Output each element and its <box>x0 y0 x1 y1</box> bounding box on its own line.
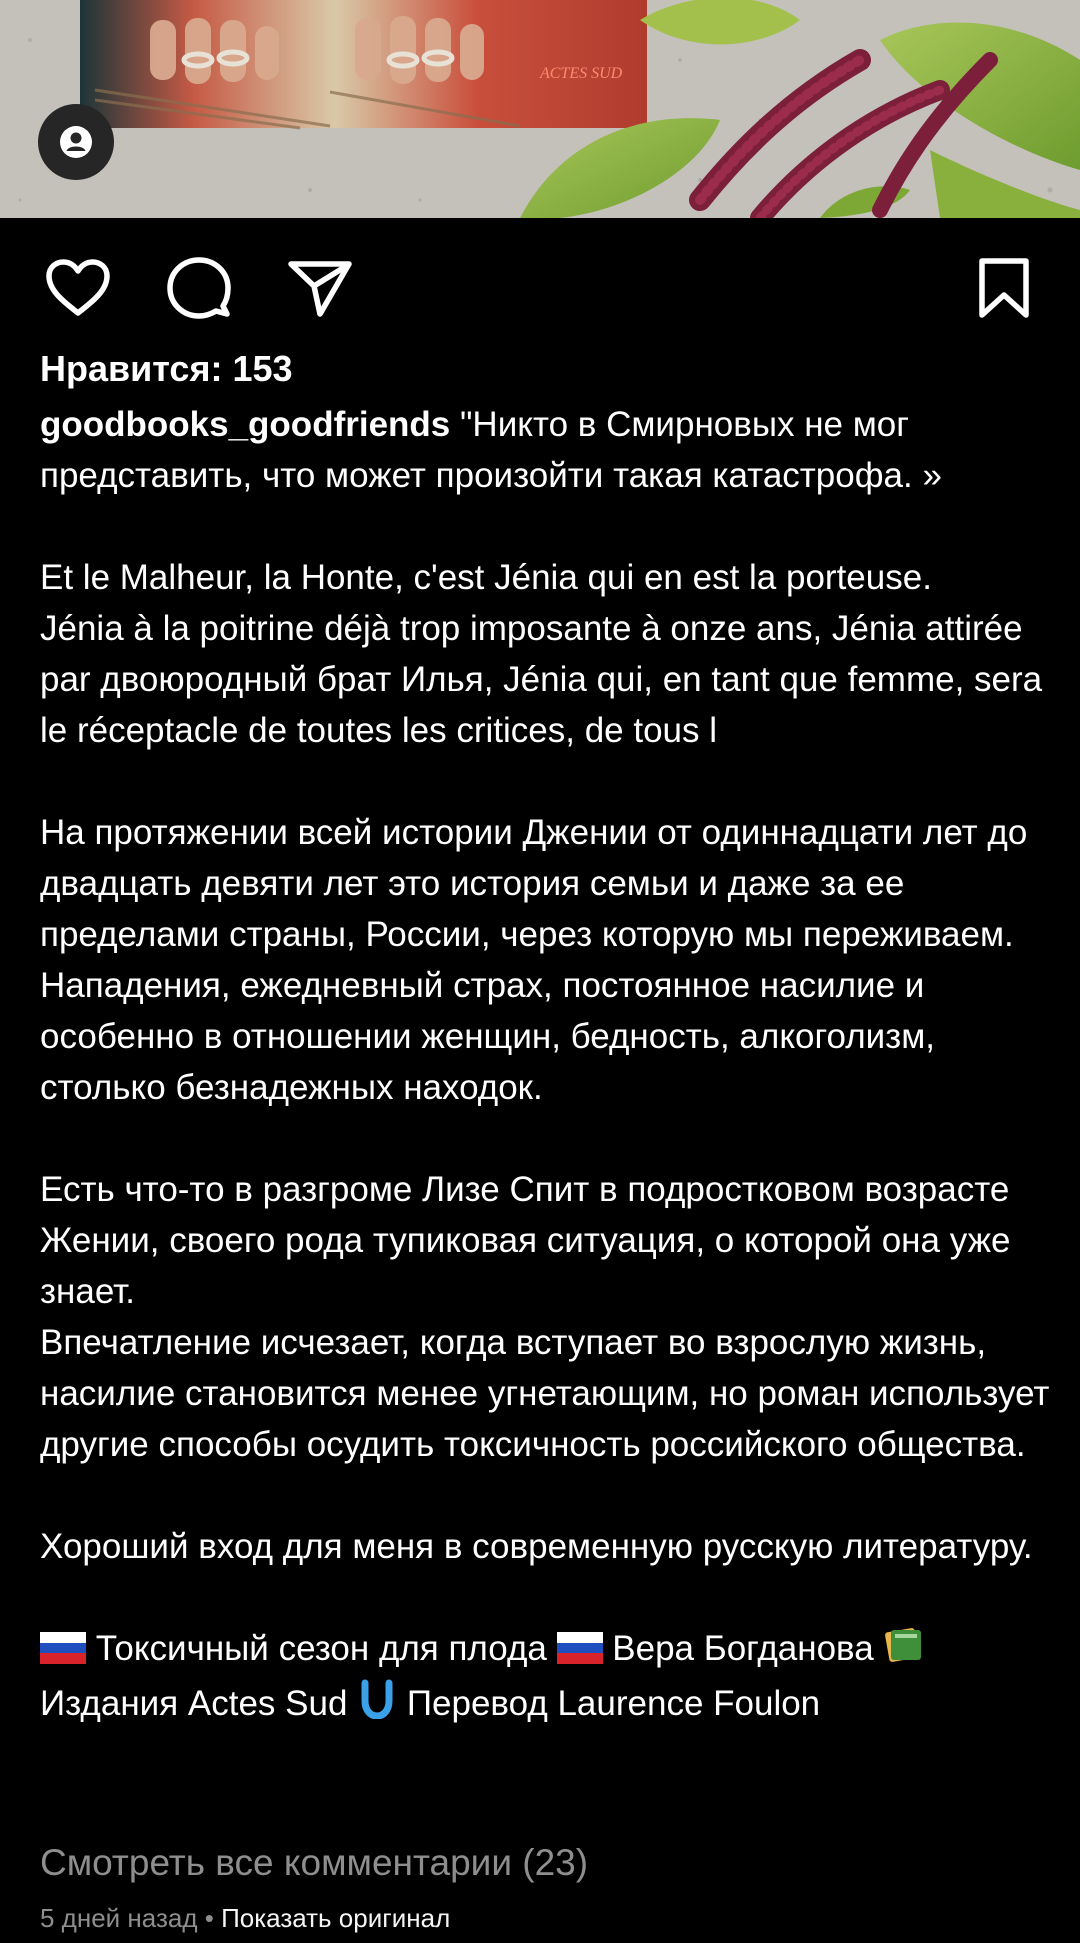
caption-paragraph-5: Хороший вход для меня в современную русскую литературу. <box>40 1527 1033 1566</box>
post-timestamp: 5 дней назад <box>40 1903 198 1933</box>
cover-publisher-text: ACTES SUD <box>540 65 623 82</box>
post-meta <box>40 1898 450 1938</box>
russia-flag-icon <box>557 1627 603 1678</box>
post-caption <box>40 399 1050 1733</box>
save-button[interactable] <box>964 248 1044 328</box>
bookmark-icon <box>977 257 1031 319</box>
caption-paragraph-2: Et le Malheur, la Honte, c'est Jénia qui en est la porteuse. Jénia à la poitrine déjà trop imposante à onze ans, Jénia attirée par двоюродный брат Илья, Jénia qui, en tant que femme, sera le réceptacle de toutes les critices, de tous l <box>40 558 1043 750</box>
like-button[interactable] <box>38 248 118 328</box>
person-tag-icon <box>59 125 93 159</box>
caption-line1: "Никто в Смирновых не мог представить, что может произойти такая катастрофа. » <box>40 405 942 495</box>
caption-paragraph-3: На протяжении всей истории Джении от одиннадцати лет до двадцать девяти лет это история семьи и даже за ее пределами страны, России, через которую мы переживаем. Нападения, ежедневный страх, постоянное насилие и особенно в отношении женщин, бедность, алкоголизм, столько безнадежных находок. <box>40 813 1028 1107</box>
post-action-bar <box>0 218 1080 344</box>
view-all-comments-link[interactable]: Смотреть все комментарии (23) <box>40 1842 589 1883</box>
credits-author: Вера Богданова <box>602 1629 884 1668</box>
credits-translator: Перевод Laurence Foulon <box>397 1684 821 1723</box>
caption-first-paragraph <box>40 399 1050 501</box>
caption-book-credits <box>40 1623 1050 1733</box>
credits-title: Токсичный сезон для плода <box>86 1629 557 1668</box>
paper-plane-icon <box>288 258 352 318</box>
meta-separator: • <box>197 1903 222 1933</box>
comment-bubble-icon <box>167 256 231 320</box>
post-image[interactable] <box>0 0 1080 218</box>
caption-paragraph-4: Есть что-то в разгроме Лизе Спит в подростковом возрасте Жении, своего рода тупиковая ситуация, о которой она уже знает. Впечатление исчезает, когда вступает во взрослую жизнь, насилие становится менее угнетающим, но роман использует другие способы осудить токсичность российского общества. <box>40 1170 1050 1464</box>
heart-icon <box>45 258 111 318</box>
russia-flag-icon <box>40 1627 86 1678</box>
books-icon <box>883 1624 925 1678</box>
credits-publisher: Издания Actes Sud <box>40 1684 358 1723</box>
likes-count[interactable]: Нравится: 153 <box>40 348 293 389</box>
comment-button[interactable] <box>159 248 239 328</box>
post-photo <box>0 0 1080 218</box>
u-letter-icon <box>357 1679 397 1733</box>
share-button[interactable] <box>280 248 360 328</box>
show-original-link[interactable]: Показать оригинал <box>221 1903 451 1933</box>
tagged-people-button[interactable] <box>38 104 114 180</box>
caption-username[interactable]: goodbooks_goodfriends <box>40 405 451 444</box>
